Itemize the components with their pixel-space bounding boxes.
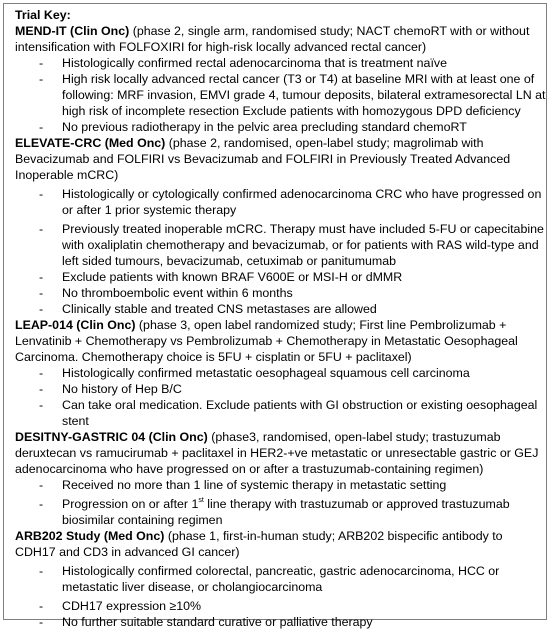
criterion-text: Progression on or after 1 xyxy=(62,497,199,511)
trial-leap-014 xyxy=(15,317,546,365)
criterion-text: Received no more than 1 line of systemic therapy in metastatic setting xyxy=(62,478,447,492)
dash-bullet: - xyxy=(39,366,44,380)
criterion xyxy=(15,55,546,71)
trial-destiny-gastric-04 xyxy=(15,429,546,477)
trial-description: (phase3, randomised, open-label study; trastuzumab deruxtecan vs ramucirumab + paclitaxel in HER2-+ve metastatic or unresectable gastric or GEJ adenocarcinoma who have progressed on or after a trastuzumab-containing regimen) xyxy=(15,430,539,476)
trial-description: (phase 3, open label randomized study; First line Pembrolizumab + Lenvatinib + Chemotherapy vs Pembrolizumab + Chemotherapy in Metastatic Oesophageal Carcinoma. Chemotherapy choice is 5FU + cisplatin or 5FU + paclitaxel) xyxy=(15,318,518,364)
trial-key-box xyxy=(3,3,547,629)
trial-name: ARB202 Study (Med Onc) xyxy=(15,529,165,543)
trial-mend-it xyxy=(15,23,546,55)
criterion xyxy=(15,221,546,269)
criterion xyxy=(15,614,546,630)
criterion-text: No previous radiotherapy in the pelvic area precluding standard chemoRT xyxy=(62,120,467,134)
dash-bullet: - xyxy=(39,599,44,613)
criterion-text: High risk locally advanced rectal cancer (T3 or T4) at baseline MRI with at least one of following: MRF invasion, EMVI grade 4, tumour deposits, bilateral extramesorectal LN at high risk of incomplete resection Exclude patients with homozygous DPD deficiency xyxy=(62,72,546,118)
criterion xyxy=(15,285,546,301)
dash-bullet: - xyxy=(39,478,44,492)
dash-bullet: - xyxy=(39,302,44,316)
criterion-text: Can take oral medication. Exclude patients with GI obstruction or existing oesophageal stent xyxy=(62,398,538,428)
criterion-text: No thromboembolic event within 6 months xyxy=(62,286,293,300)
criterion xyxy=(15,71,546,119)
criterion-text: No further suitable standard curative or palliative therapy xyxy=(62,615,373,629)
dash-bullet: - xyxy=(39,120,44,134)
criterion xyxy=(15,269,546,285)
criteria-list xyxy=(15,55,546,135)
criteria-list xyxy=(15,365,546,429)
trial-key-title: Trial Key: xyxy=(15,8,71,22)
criterion xyxy=(15,365,546,381)
trial-name: DESITNY-GASTRIC 04 (Clin Onc) xyxy=(15,430,208,444)
dash-bullet: - xyxy=(39,187,44,201)
criterion-text: Previously treated inoperable mCRC. Therapy must have included 5-FU or capecitabine with oxaliplatin chemotherapy and bevacizumab, or for patients with RAS wild-type and left sided tumours, bevacizumab, cetuximab or panitumumab xyxy=(62,222,544,268)
criterion xyxy=(15,496,546,528)
criteria-list xyxy=(15,477,546,528)
trial-description: (phase 2, single arm, randomised study; NACT chemoRT with or without intensification with FOLFOXIRI for high-risk locally advanced rectal cancer) xyxy=(15,24,530,54)
dash-bullet: - xyxy=(39,382,44,396)
criterion-text: Clinically stable and treated CNS metastases are allowed xyxy=(62,302,377,316)
trial-description: (phase 1, first-in-human study; ARB202 bispecific antibody to CDH17 and CD3 in advanced GI cancer) xyxy=(15,529,503,559)
dash-bullet: - xyxy=(39,497,44,511)
criterion xyxy=(15,397,546,429)
criteria-list xyxy=(15,563,546,630)
dash-bullet: - xyxy=(39,56,44,70)
criteria-list xyxy=(15,186,546,317)
trial-name: MEND-IT (Clin Onc) xyxy=(15,24,130,38)
dash-bullet: - xyxy=(39,222,44,236)
dash-bullet: - xyxy=(39,615,44,629)
criterion xyxy=(15,477,546,493)
trial-name: LEAP-014 (Clin Onc) xyxy=(15,318,136,332)
dash-bullet: - xyxy=(39,72,44,86)
trial-arb202 xyxy=(15,528,546,560)
dash-bullet: - xyxy=(39,564,44,578)
criterion-text: No history of Hep B/C xyxy=(62,382,182,396)
criterion-text: CDH17 expression ≥10% xyxy=(62,599,202,613)
criterion-text: Exclude patients with known BRAF V600E or MSI-H or dMMR xyxy=(62,270,403,284)
dash-bullet: - xyxy=(39,398,44,412)
criterion xyxy=(15,563,546,595)
criterion xyxy=(15,186,546,218)
criterion-text: Histologically confirmed metastatic oesophageal squamous cell carcinoma xyxy=(62,366,470,380)
superscript: st xyxy=(198,497,204,504)
dash-bullet: - xyxy=(39,270,44,284)
criterion xyxy=(15,301,546,317)
criterion-text-rest: line therapy with trastuzumab or approved trastuzumab biosimilar containing regimen xyxy=(62,497,510,527)
criterion xyxy=(15,119,546,135)
criterion-text: Histologically or cytologically confirmed adenocarcinoma CRC who have progressed on or after 1 prior systemic therapy xyxy=(62,187,542,217)
criterion xyxy=(15,598,546,614)
trial-description: (phase 2, randomised, open-label study; magrolimab with Bevacizumab and FOLFIRI vs Bevacizumab and FOLFIRI in Previously Treated Advanced Inoperable mCRC) xyxy=(15,136,511,182)
trial-elevate-crc xyxy=(15,135,546,183)
criterion-text: Histologically confirmed rectal adenocarcinoma that is treatment naïve xyxy=(62,56,447,70)
criterion xyxy=(15,381,546,397)
trial-name: ELEVATE-CRC (Med Onc) xyxy=(15,136,166,150)
dash-bullet: - xyxy=(39,286,44,300)
criterion-text: Histologically confirmed colorectal, pancreatic, gastric adenocarcinoma, HCC or metastatic liver disease, or cholangiocarcinoma xyxy=(62,564,500,594)
